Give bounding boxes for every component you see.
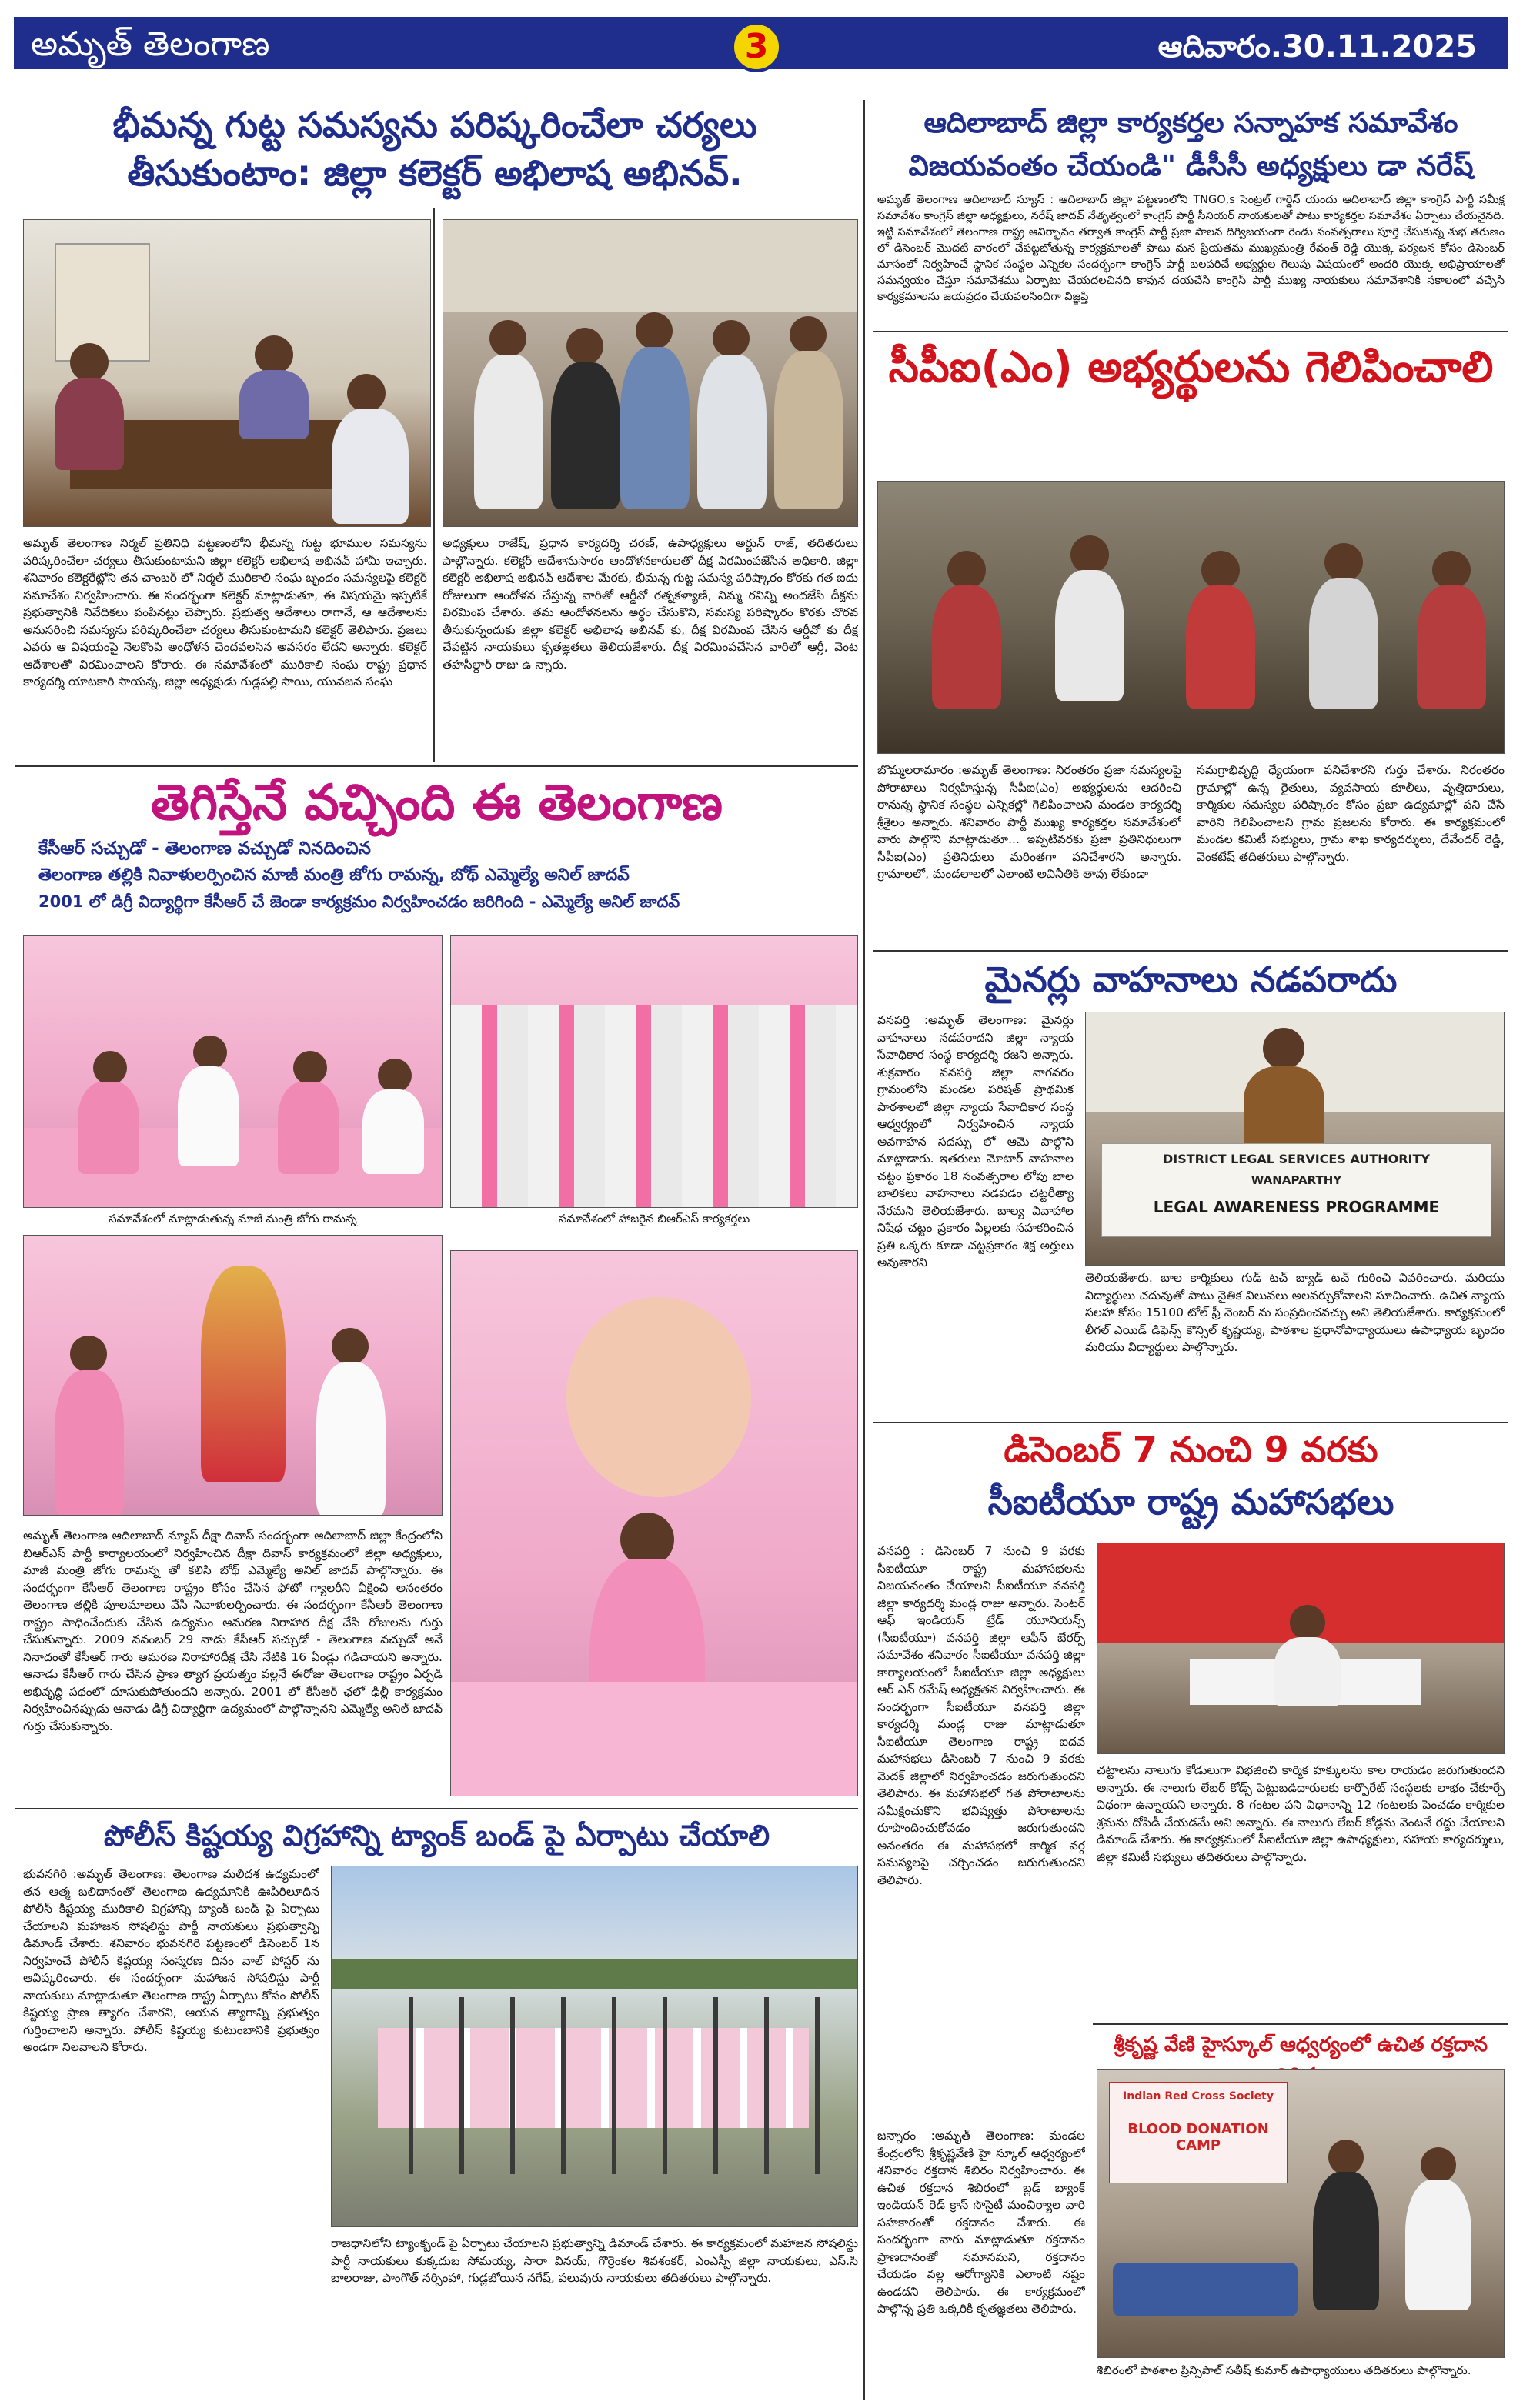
story-divider [15,1808,858,1809]
story1-headline-1: భీమన్న గుట్ట సమస్యను పరిష్కరించేలా చర్యలు [112,104,757,145]
story1-body-col2: అధ్యక్షులు రాజేష్, ప్రధాన కార్యదర్శి చరణ్, ఉపాధ్యక్షులు అర్జున్ రాజ్, తదితరులు పాల్గొన్నారు. కలెక్టర్ ఆదేశానుసారం ఆందోళనకారులతో దీక్ష విరమింపజేసిన అధికారి. జిల్లా కలెక్టర్ అభిలాష అభినవ్ ఆదేశాల మేరకు, భీమన్న గుట్ట సమస్య పరిష్కారం కోరకు గత ఐదు రోజులుగా ఆందోళన చేస్తున్న వారితో ఆర్డీవో రత్నకళ్యాణి, నిమ్మ రవిన్ని అందజేసి దీక్షను విరమింప చేశారు. తమ ఆందోళనలను అర్థం చేసుకొని, సమస్య పరిష్కారం కొరకు చొరవ తీసుకున్నందుకు జిల్లా కలెక్టర్ అభిలాష అభినవ్ కు, దీక్ష విరమింప చేసిన ఆర్డీవో కు దీక్ష చేపట్టిన నాయకులు కృతజ్ఞతలు తెలియజేశారు. దీక్ష విరమింపచేసిన వారిలో ఆర్డీ, వెంట తహసీల్దార్ రాజు ఉ న్నారు. [443,536,858,672]
page-number-badge: 3 [731,22,782,72]
blood-banner-text: BLOOD DONATION CAMP [1127,2121,1269,2153]
story3-headline: పోలీస్ కిష్టయ్య విగ్రహాన్ని ట్యాంక్ బండ్ పై ఏర్పాటు చేయాలి [103,1819,770,1853]
red-cross-text: Indian Red Cross Society [1123,2090,1274,2103]
story6-headline: మైనర్లు వాహనాలు నడపరాదు [984,959,1398,1000]
statue [201,1266,286,1482]
story2-caption-1: సమావేశంలో మాట్లాడుతున్న మాజీ మంత్రి జోగు రామన్న [109,1212,357,1226]
story8-caption: శిబిరంలో పాఠశాల ప్రిన్సిపాల్ సతీష్ కుమార్ ఉపాధ్యాయులు తదితరులు పాల్గొన్నారు. [1097,2363,1471,2377]
column-divider [863,100,865,2400]
story-divider [873,950,1508,952]
story2-subhead-3: 2001 లో డిగ్రీ విద్యార్థిగా కేసీఆర్ చే జెండా కార్యక్రమం నిర్వహించడం జరిగింది - ఎమ్మెల్యే అనిల్ జాదవ్ [38,892,680,911]
collector-meeting-photo [443,219,858,527]
story4-body: అమృత్ తెలంగాణ ఆదిలాబాద్ న్యూస్ : ఆదిలాబాద్ జిల్లా పట్టణంలోని TNGO,s సెంట్రల్ గార్డెన్ యందు ఆదిలాబాద్ జిల్లా కాంగ్రెస్ పార్టీ సమీక్ష సమావేశం కాంగ్రెస్ జిల్లా అధ్యక్షులు, నరేష్ జాదవ్ నేతృత్వంలో కాంగ్రెస్ పార్టీ సీనియర్ నాయకులతో పాటు కార్యకర్తల సమావేశం ఏర్పాటు చేయనైనది. ఇట్టి సమావేశంలో తెలంగాణ రాష్ట్ర ఆవిర్భావం తర్వాత కాంగ్రెస్ పార్టీ ప్రజా పాలన దిగ్విజయంగా రెండు సంవత్సరాలు పూర్తి చేసుకున్న శుభ తరుణం లో డిసెంబర్ మొదటి వారంలో చేపట్టబోతున్న కార్యక్రమాలతో పాటు మన ప్రియతమ ముఖ్యమంత్రి రేవంత్ రెడ్డి యొక్క పర్యటన కోసం డిసెంబర్ మాసంలో నిర్వహించే స్థానిక సంస్థల ఎన్నికల సందర్భంగా కాంగ్రెస్ పార్టీ బలపరిచే అభ్యర్థుల గెలుపు విషయంలో అందరి యొక్క అభిప్రాయాలతో సమన్వయం చేస్తూ సమావేశము ఏర్పాటు చేయదలచినది కావున దయచేసి కాంగ్రెస్ పార్టీ ముఖ్య నాయకులు సమావేశానికి సకాలంలో వచ్చేసి కార్యక్రమాలను జయప్రదం చేయవలసిందిగా విజ్ఞప్తి [877,194,1505,303]
banner-line-3: LEGAL AWARENESS PROGRAMME [1153,1198,1440,1216]
story-divider [873,331,1508,332]
mla-speech-photo [450,1250,858,1796]
donation-bed [1113,2263,1298,2316]
story5-body-col2: సమగ్రాభివృద్ధి ధ్యేయంగా పనిచేశారని గుర్తు చేశారు. నిరంతరం గ్రామాల్లో ఉన్న రైతులు, వ్యవసాయ కూలీలు, వృత్తిదారులు, కార్మికుల సమస్యల పరిష్కారం కోసం ప్రజా ఉద్యమాల్లో పని చేసే వారిని గెలిపించాలని గ్రామ ప్రజలను కోరారు. ఈ కార్యక్రమంలో మండల కమిటీ సభ్యులు, గ్రామ శాఖ కార్యదర్శులు, దేవేందర్ రెడ్డి, వెంకటేష్ తదితరులు పాల్గొన్నారు. [1197,763,1505,864]
story7-body-col1: వనపర్తి : డిసెంబర్ 7 నుంచి 9 వరకు సీఐటీయూ రాష్ట్ర మహాసభలను విజయవంతం చేయాలని సీఐటీయూ వనపర్తి జిల్లా కార్యదర్శి మండ్ల రాజు అన్నారు. సెంటర్ ఆఫ్ ఇండియన్ ట్రేడ్ యూనియన్స్ (సీఐటీయూ) వనపర్తి జిల్లా ఆఫీస్ బేరర్స్ సమావేశం శనివారం సీఐటీయూ వనపర్తి జిల్లా కార్యాలయంలో సీఐటీయూ జిల్లా అధ్యక్షులు ఆర్ ఎన్ రమేష్ అధ్యక్షతన నిర్వహించారు. ఈ సందర్భంగా సీఐటీయూ వనపర్తి జిల్లా కార్యదర్శి మండ్ల రాజు మాట్లాడుతూ సీఐటీయూ తెలంగాణ రాష్ట్ర ఐదవ మహాసభలు డిసెంబర్ 7 నుంచి 9 వరకు మెదక్ జిల్లాలో నిర్వహించడం జరుగుతుందని తెలిపారు. ఈ మహాసభలో గత పోరాటాలను సమీక్షించుకొని భవిష్యత్తు పోరాటాలను రూపొందించుకోవడం జరుగుతుందని అనంతరం ఈ మహాసభలో కార్మిక వర్గ సమస్యలపై చర్చించడం జరుగుతుందని తెలిపారు. [877,1544,1085,1887]
story4-headline-2: విజయవంతం చేయండి" డీసీసీ అధ్యక్షులు డా నరేష్ [908,149,1474,182]
story-divider [15,765,858,767]
telangana-thalli-tribute-photo [23,1235,443,1516]
blood-donation-photo [1097,2069,1505,2358]
brs-crowd-photo [450,935,858,1208]
citu-meeting-photo [1097,1543,1505,1754]
banner-line-2: WANAPARTHY [1251,1173,1342,1187]
kcr-banner-face [566,1297,751,1497]
story4-headline-1: ఆదిలాబాద్ జిల్లా కార్యకర్తల సన్నాహక సమావేశం [923,106,1458,139]
red-cross-banner [1109,2082,1288,2183]
legal-awareness-photo [1085,1012,1505,1266]
issue-date: ఆదివారం.30.11.2025 [1157,29,1477,65]
kishtaiah-poster-photo [331,1866,858,2227]
story8-headline: శ్రీకృష్ణ వేణి హైస్కూల్ ఆధ్వర్యంలో ఉచిత రక్తదాన [1113,2033,1488,2056]
story3-body-col2: రాజధానిలోని ట్యాంక్బండ్ పై ఏర్పాటు చేయాలని ప్రభుత్వాన్ని డిమాండ్ చేశారు. ఈ కార్యక్రమంలో మహాజన సోషలిస్టు పార్టీ నాయకులు కుక్కదుబ సోమయ్య, సారా వినయ్, గొర్రెంకల శివశంకర్, ఎంఎస్పీ జిల్లా నాయకులు, ఎస్.సి బాలరాజు, పాంగొత్ నర్సింహా, గుడ్లబోయిన నగేష్, పలువురు నాయకులు తదితరులు పాల్గొన్నారు. [331,2236,858,2285]
banner-line-1: DISTRICT LEGAL SERVICES AUTHORITY [1162,1152,1430,1166]
legal-banner [1101,1143,1491,1237]
story6-body-col2: తెలియజేశారు. బాల కార్మికులు గుడ్ టచ్ బ్యాడ్ టచ్ గురించి వివరించారు. మరియు విద్యార్థులు చదువుతో పాటు నైతిక విలువలు అలవర్చుకోవాలని సూచించారు. ఉచిత న్యాయ సలహా కోసం 15100 టోల్ ఫ్రీ నెంబర్ ను సంప్రదించవచ్చు అని తెలియజేశారు. కార్యక్రమంలో లీగల్ ఎయిడ్ డిఫెన్స్ కౌన్సిల్ కృష్ణయ్య, పాఠశాల ప్రధానోపాధ్యాయులు ఉపాధ్యాయ బృందం మరియు విద్యార్థులు పాల్గొన్నారు. [1085,1271,1505,1354]
story2-headline: తెగిస్తేనే వచ్చింది ఈ తెలంగాణ [151,775,723,832]
story7-body-col2: చట్టాలను నాలుగు కోడులుగా విభజించి కార్మిక హక్కులను కాల రాయడం జరుగుతుందని అన్నారు. ఈ నాలుగు లేబర్ కోడ్స్ పెట్టుబడిదారులకు కార్పొరేట్ సంస్థలకు లాభం చేకూర్చే విధంగా ఉన్నాయని అన్నారు. 8 గంటల పని విధానాన్ని 12 గంటలకు పెంచడం కార్మికుల శ్రమను దోపిడీ చేయడమే అని అన్నారు. ఈ నాలుగు లేబర్ కోడ్లను వెంటనే రద్దు చేయాలని డిమాండ్ చేశారు. ఈ కార్యక్రమంలో సీఐటీయూ జిల్లా ఉపాధ్యక్షులు, సహాయ కార్యదర్శులు, జిల్లా కమిటీ సభ్యులు తదితరులు పాల్గొన్నారు. [1097,1763,1505,1864]
cpim-meeting-photo [877,481,1505,754]
column-divider-story1 [433,208,435,762]
story-divider [1093,2023,1508,2025]
story8-body-col1: జన్నారం :అమృత్ తెలంగాణ: మండల కేంద్రంలోని శ్రీకృష్ణవేణి హై స్కూల్ ఆధ్వర్యంలో శనివారం రక్తదాన శిబిరం నిర్వహించారు. ఈ ఉచిత రక్తదాన శిబిరంలో బ్లడ్ బ్యాంక్ ఇండియన్ రెడ్ క్రాస్ సొసైటీ మంచిర్యాల వారి సహకారంతో రక్తదానం చేశారు. ఈ సందర్భంగా వారు మాట్లాడుతూ రక్తదానం ప్రాణదానంతో సమానమని, రక్తదానం చేయడం వల్ల ఆరోగ్యానికి ఎలాంటి నష్టం ఉండదని తెలిపారు. ఈ కార్యక్రమంలో పాల్గొన్న ప్రతి ఒక్కరికి కృతజ్ఞతలు తెలిపారు. [877,2129,1085,2316]
story5-headline: సీపీఐ(ఎం) అభ్యర్థులను గెలిపించాలి [888,342,1494,392]
story2-caption-2: సమావేశంలో హాజరైన బిఆర్ఎస్ కార్యకర్తలు [558,1212,750,1226]
story2-subhead-1: కేసీఆర్ సచ్చుడో - తెలంగాణ వచ్చుడో నినదించిన [38,839,371,859]
story7-headline-2: సీఐటీయూ రాష్ట్ర మహాసభలు [987,1481,1394,1523]
story2-subhead-2: తెలంగాణ తల్లికి నివాళులర్పించిన మాజీ మంత్రి జోగు రామన్న, బోథ్ ఎమ్మెల్యే అనిల్ జాదవ్ [38,865,630,885]
story3-body-col1: భువనగిరి :అమృత్ తెలంగాణ: తెలంగాణ మలిదశ ఉద్యమంలో తన ఆత్మ బలిదానంతో తెలంగాణ ఉద్యమానికి ఊపిరిలూదిన పోలీస్ కిష్టయ్య మురికాలి విగ్రహాన్ని ట్యాంక్ బండ్ పై ఏర్పాటు చేయాలని మహాజన సోషలిస్టు పార్టీ నాయకులు ప్రభుత్వాన్ని డిమాండ్ చేశారు. శనివారం భువనగిరి పట్టణంలో డిసెంబర్ 1న నిర్వహించే పోలీస్ కిష్టయ్య సంస్మరణ దినం వాల్ పోస్టర్ ను ఆవిష్కరించారు. ఈ సందర్భంగా మహాజన సోషలిస్టు పార్టీ నాయకులు మాట్లాడుతూ తెలంగాణ రాష్ట్ర ఏర్పాటు కోసం పోలీస్ కిష్టయ్య ప్రాణ త్యాగం చేశారని, ఆయన త్యాగాన్ని ప్రభుత్వం గుర్తించాలని అన్నారు. పోలీస్ కిష్టయ్య కుటుంబానికి ప్రభుత్వం అండగా నిలవాలని కోరారు. [23,1867,319,2054]
paper-name: అమృత్ తెలంగాణ [31,25,270,64]
brs-stage-photo [23,935,443,1208]
story-divider [873,1422,1508,1423]
story1-body-col1: అమృత్ తెలంగాణ నిర్మల్ ప్రతినిధి పట్టణంలోని భీమన్న గుట్ట భూముల సమస్యను పరిష్కరించేలా చర్యలు తీసుకుంటామని జిల్లా కలెక్టర్ అభిలాష అభినవ్ హామీ ఇచ్చారు. శనివారం కలెక్టరేట్లోని తన చాంబర్ లో నిర్మల్ మురికాలి సంఘ బృందం సమస్యలపై కలెక్టర్ సమాచేశం నిర్వహించారు. ఈ సందర్భంగా కలెక్టర్ మాట్లాడుతూ, ఈ విషయమై ఇప్పటికే ప్రభుత్వానికి నివేదికలు పంపినట్లు చెప్పారు. ప్రభుత్వ ఆదేశాలు రాగానే, ఆ ఆదేశాలను అనుసరించి సమస్యను పరిష్కరించేలా చర్యలు తీసుకుంటామని కలెక్టర్ తెలిపారు. ప్రజలు ఎవరు ఆ విషయంపై నెలకొంపి అంధోళన చెందవలసిన అవసరం లేదని అన్నారు. కలెక్టర్ ఆదేశాలతో విరమించాలని కోరారు. ఈ సమావేశంలో మురికాలి సంఘ రాష్ట్ర ప్రధాన కార్యదర్శి యాటకారి సాయన్న, జిల్లా అధ్యక్షుడు గుడ్లపల్లి సాయి, యువజన సంఘ [23,536,427,689]
story7-headline-1: డిసెంబర్ 7 నుంచి 9 వరకు [1004,1429,1378,1470]
collector-office-photo [23,219,431,527]
story1-headline-2: తీసుకుంటాం: జిల్లా కలెక్టర్ అభిలాష అభినవ్. [127,152,743,194]
emblem-frame [55,243,150,362]
story5-body-col1: బొమ్మలరామారం :అమృత్ తెలంగాణ: నిరంతరం ప్రజా సమస్యలపై పోరాటాలు నిర్వహిస్తున్న సీపీఐ(ఎం) అభ్యర్థులను ఆదరించి రానున్న స్థానిక సంస్థల ఎన్నికల్లో గెలిపించాలని మండల కార్యదర్శి శ్రీశైలం అన్నారు. శనివారం పార్టీ ముఖ్య కార్యకర్తల సమావేశంలో వారు పాల్గొని మాట్లాడుతూ... ఇప్పటివరకు ప్రజా ప్రతినిధులుగా సీపీఐ(ఎం) ప్రతినిధులు మరింతగా పనిచేశారని అన్నారు. గ్రామాలలో, మండలాలలో ఎలాంటి అవినీతికి తావు లేకుండా [877,763,1181,881]
story6-body-col1: వనపర్తి :అమృత్ తెలంగాణ: మైనర్లు వాహనాలు నడపరాదని జిల్లా న్యాయ సేవాధికార సంస్థ కార్యదర్శి రజని అన్నారు. శుక్రవారం వనపర్తి జిల్లా నాగవరం గ్రామంలోని మండల పరిషత్ ప్రాథమిక పాఠశాలలో జిల్లా న్యాయ సేవాధికార సంస్థ ఆధ్వర్యంలో నిర్వహించిన న్యాయ అవగాహన సదస్సు లో ఆమె పాల్గొని మాట్లాడారు. ఇతరులు మోటార్ వాహనాల చట్టం ప్రకారం 18 సంవత్సరాల లోపు బాల బాలికలు వాహనాలు నడపడం చట్టరీత్యా నేరమని తెలియజేశారు. బాల్య వివాహాల నిషేధ చట్టం ప్రకారం పిల్లలకు సహకరించిన ప్రతి ఒక్కరు కూడా చట్టప్రకారం శిక్ష అర్హులు అవుతారని [877,1013,1074,1269]
story2-body: అమృత్ తెలంగాణ ఆదిలాబాద్ న్యూస్ దీక్షా దివాస్ సందర్భంగా ఆదిలాబాద్ జిల్లా కేంద్రంలోని బిఆర్ఎస్ పార్టీ కార్యాలయంలో నిర్వహించిన దీక్షా దివాస్ కార్యక్రమంలో జిల్లా అధ్యక్షులు, మాజీ మంత్రి జోగు రామన్న తో కలిసి బోథ్ ఎమ్మెల్యే అనిల్ జాదవ్ పాల్గొన్నారు. ఈ సందర్భంగా కేసీఆర్ తెలంగాణ రాష్ట్రం కోసం చేసిన ఫోటో గ్యాలరీని వీక్షించి అనంతరం తెలంగాణ తల్లికి పూలమాలలు వేసి నివాళులర్పించారు. ఈ సందర్భంగా కేసీఆర్ తెలంగాణ రాష్ట్రం సాధించేందుకు చేసిన ఉద్యమం ఆమరణ నిరాహార దీక్ష చేసి రోజులను గుర్తు చేసుకున్నారు. 2009 నవంబర్ 29 నాడు కేసీఆర్ సచ్చుడో - తెలంగాణ వచ్చుడో అనే నినాదంతో కేసీఆర్ గారు ఆమరణ నిరాహారదీక్ష చేసి నేటికి 16 ఏండ్లు గడిచాయని అన్నారు. ఆనాడు కేసీఆర్ గారు చేసిన ప్రాణ త్యాగ ప్రయత్నం వల్లనే ఈరోజు తెలంగాణ రాష్ట్రం ఏర్పడి అభివృద్ధి పథంలో దూసుకుపోతుందని అన్నారు. 2001 లో కేసీఆర్ ఛలో ఢిల్లీ కార్యక్రమం నిర్వహించినప్పుడు ఆనాడు డిగ్రీ విద్యార్థిగా ఉద్యమంలో పాల్గొన్నానని ఎమ్మెల్యే అనిల్ జాదవ్ గుర్తు చేసుకున్నారు. [23,1529,443,1733]
